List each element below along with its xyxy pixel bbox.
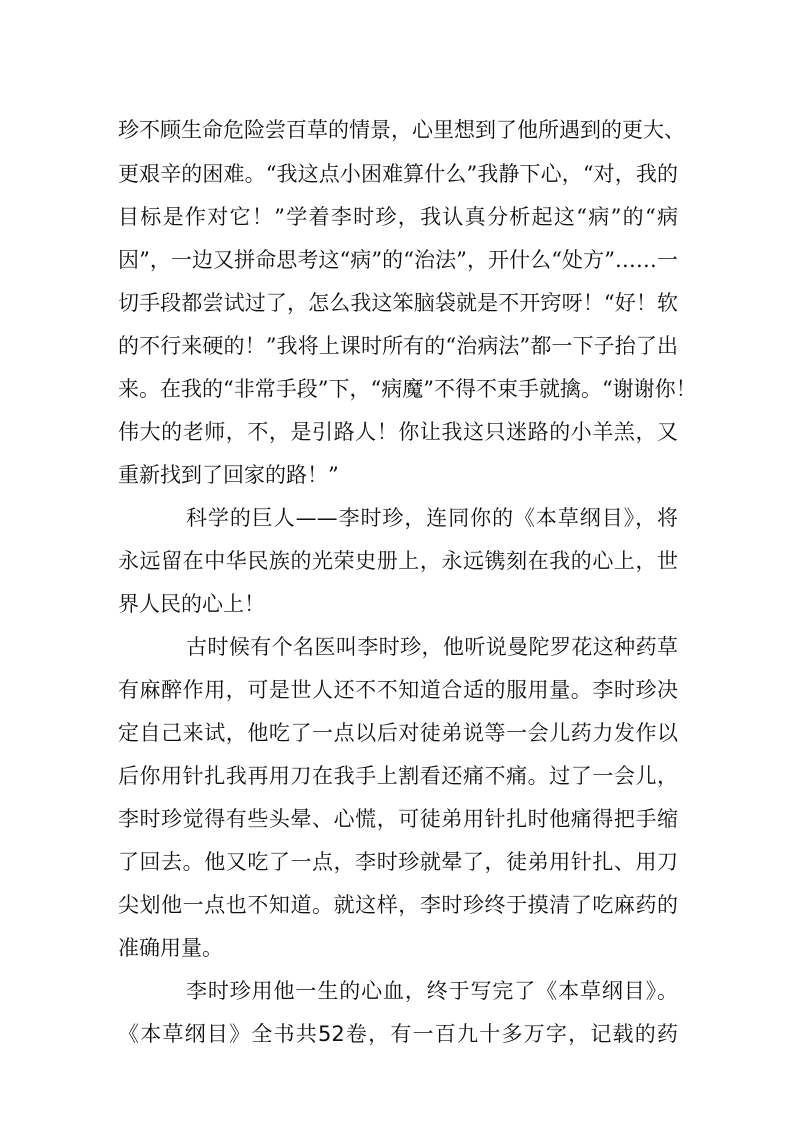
text-line-2: 更艰辛的困难。“我这点小困难算什么”我静下心，“对，我的 [118,162,678,186]
text-line-5: 切手段都尝试过了，怎么我这笨脑袋就是不开窍呀！“好！软 [118,291,678,315]
text-line-21: 李时珍用他一生的心血，终于写完了《本草纲目》。 [186,979,678,1003]
text-line-4: 因”，一边又拼命思考这“病”的“治法”，开什么“处方”……一 [118,248,678,272]
text-line-15: 定自己来试，他吃了一点以后对徒弟说等一会儿药力发作以 [118,721,678,745]
text-line-20: 准确用量。 [118,936,223,960]
text-line-13: 古时候有个名医叫李时珍，他听说曼陀罗花这种药草 [186,635,678,659]
text-line-8: 伟大的老师，不，是引路人！你让我这只迷路的小羊羔，又 [118,420,678,444]
text-line-19: 尖划他一点也不知道。就这样，李时珍终于摸清了吃麻药的 [118,893,678,917]
text-line-17: 李时珍觉得有些头晕、心慌，可徒弟用针扎时他痛得把手缩 [118,807,678,831]
text-line-7: 来。在我的“非常手段”下，“病魔”不得不束手就擒。“谢谢你！ [118,377,697,401]
text-line-6: 的不行来硬的！”我将上课时所有的“治病法”都一下子抬了出 [118,334,678,358]
text-line-22: 《本草纲目》全书共52卷，有一百九十多万字，记载的药 [118,1022,678,1046]
text-line-3: 目标是作对它！”学着李时珍，我认真分析起这“病”的“病 [118,205,678,229]
text-line-10: 科学的巨人——李时珍，连同你的《本草纲目》，将 [186,506,678,530]
text-line-11: 永远留在中华民族的光荣史册上，永远镌刻在我的心上，世 [118,549,678,573]
text-line-18: 了回去。他又吃了一点，李时珍就晕了，徒弟用针扎、用刀 [118,850,678,874]
text-line-12: 界人民的心上！ [118,592,265,616]
text-line-16: 后你用针扎我再用刀在我手上割看还痛不痛。过了一会儿， [118,764,678,788]
text-line-1: 珍不顾生命危险尝百草的情景，心里想到了他所遇到的更大、 [118,118,685,142]
text-line-9: 重新找到了回家的路！” [118,463,339,487]
text-line-14: 有麻醉作用，可是世人还不不知道合适的服用量。李时珍决 [118,678,678,702]
